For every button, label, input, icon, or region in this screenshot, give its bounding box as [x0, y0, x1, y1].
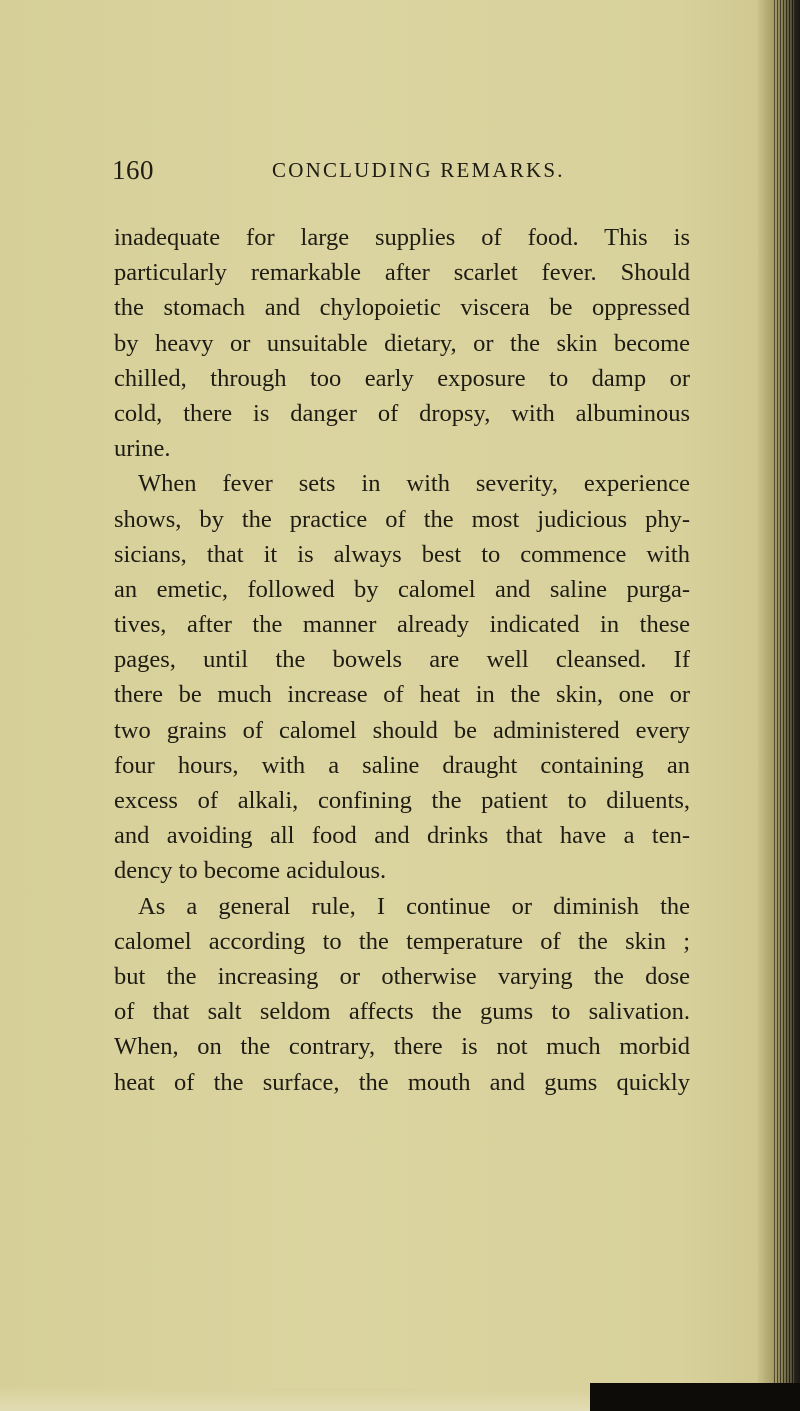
- text-line: inadequate for large supplies of food. This is: [114, 224, 690, 251]
- text-line: four hours, with a saline draught containing an: [114, 751, 690, 779]
- text-line: two grains of calomel should be administered every: [114, 716, 690, 744]
- text-line: by heavy or unsuitable dietary, or the skin become: [114, 329, 690, 357]
- text-line: and avoiding all food and drinks that have a ten-: [114, 822, 690, 850]
- text-line: cold, there is danger of dropsy, with albuminous: [114, 399, 690, 427]
- running-head: CONCLUDING REMARKS.: [272, 158, 565, 182]
- text-line: dency to become acidulous.: [114, 857, 387, 885]
- text-line: but the increasing or otherwise varying the dose: [114, 962, 690, 990]
- text-line: tives, after the manner already indicated in these: [114, 611, 690, 639]
- text-line: When, on the contrary, there is not much morbid: [114, 1033, 690, 1061]
- text-line: calomel according to the temperature of the skin ;: [114, 927, 690, 955]
- text-line: excess of alkali, confining the patient to diluents,: [114, 787, 690, 814]
- text-line: When fever sets in with severity, experience: [138, 470, 690, 498]
- text-line: particularly remarkable after scarlet fever. Should: [114, 259, 690, 287]
- text-line: chilled, through too early exposure to damp or: [114, 364, 690, 392]
- text-line: the stomach and chylopoietic viscera be oppressed: [114, 294, 690, 322]
- text-line: shows, by the practice of the most judicious phy-: [114, 505, 690, 533]
- text-line: an emetic, followed by calomel and saline purga-: [114, 575, 690, 603]
- text-line: urine.: [114, 435, 171, 463]
- page-bottom-margin: [0, 1388, 590, 1411]
- scan-shadow: [590, 1383, 800, 1411]
- text-line: there be much increase of heat in the skin, one or: [114, 681, 690, 709]
- text-line: heat of the surface, the mouth and gums quickly: [114, 1068, 690, 1096]
- text-line: pages, until the bowels are well cleansed. If: [114, 646, 690, 674]
- page-number: 160: [112, 155, 154, 185]
- page-header: [112, 150, 692, 190]
- book-edge-pages: [774, 0, 794, 1411]
- body-text: [114, 220, 690, 1100]
- text-line: sicians, that it is always best to commence with: [114, 540, 690, 568]
- text-line: of that salt seldom affects the gums to salivation.: [114, 998, 690, 1026]
- text-line: As a general rule, I continue or diminish the: [138, 892, 690, 920]
